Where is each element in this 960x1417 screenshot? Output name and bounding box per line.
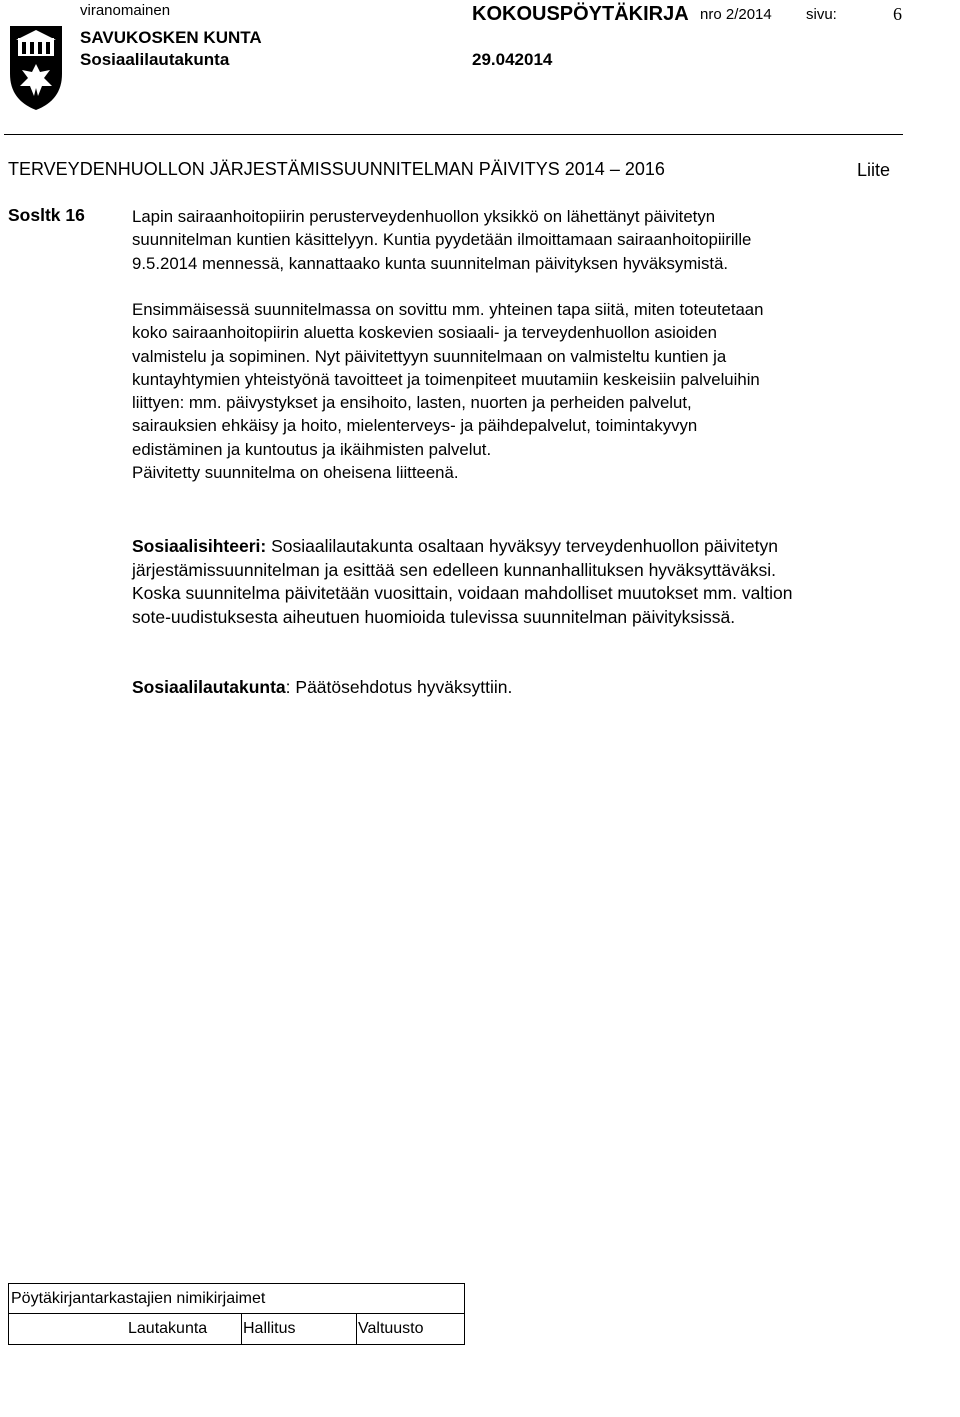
signature-column-council: Valtuusto [357, 1314, 465, 1345]
decision-line [132, 676, 912, 700]
proposal-line: sote-uudistuksesta aiheutuen huomioida tulevissa suunnitelman päivityksissä. [132, 606, 736, 627]
signature-column-government: Hallitus [242, 1314, 357, 1345]
page-label: sivu: [806, 6, 837, 23]
body-line: edistäminen ja kuntoutus ja ikäihmisten palvelut. [132, 439, 492, 459]
document-number: nro 2/2014 [700, 6, 772, 23]
intro-line: 9.5.2014 mennessä, kannattaako kunta suunnitelman päivityksen hyväksymistä. [132, 253, 729, 273]
item-code: Sosltk 16 [8, 205, 85, 225]
body-paragraph [132, 298, 912, 484]
proposal-first-line [132, 535, 912, 559]
decision-text: : Päätösehdotus hyväksyttiin. [285, 677, 513, 697]
body-line: liittyen: mm. päivystykset ja ensihoito, lasten, nuorten ja perheiden palvelut, [132, 393, 692, 413]
signatures-title: Pöytäkirjantarkastajien nimikirjaimet [9, 1284, 465, 1314]
municipality-name: SAVUKOSKEN KUNTA [80, 28, 262, 47]
page-number: 6 [893, 4, 902, 24]
header-divider [4, 134, 903, 135]
intro-paragraph [132, 205, 912, 275]
intro-line: suunnitelman kuntien käsittelyyn. Kuntia pyydetään ilmoittamaan sairaanhoitopiirille [132, 230, 752, 250]
body-line: Päivitetty suunnitelma on oheisena liitteenä. [132, 463, 459, 483]
body-line: valmistelu ja sopiminen. Nyt päivitettyyn suunnitelmaan on valmisteltu kuntien ja [132, 346, 727, 366]
body-line: kuntayhtymien yhteistyönä tavoitteet ja toimenpiteet muutamiin keskeisiin palveluihin [132, 369, 760, 389]
body-line: Ensimmäisessä suunnitelmassa on sovittu mm. yhteinen tapa siitä, miten toteutetaan [132, 300, 764, 319]
attachment-label: Liite [857, 160, 891, 180]
document-status: viranomainen [80, 2, 171, 19]
intro-line: Lapin sairaanhoitopiirin perusterveydenhuollon yksikkö on lähettänyt päivitetyn [132, 207, 716, 226]
municipality-coat-of-arms-logo [8, 24, 64, 112]
board-name: Sosiaalilautakunta [80, 50, 230, 69]
document-title: KOKOUSPÖYTÄKIRJA [472, 3, 689, 25]
proposal-line: järjestämissuunnitelman ja esittää sen edelleen kunnanhallituksen hyväksyttäväksi. [132, 559, 776, 580]
proposal-line: Koska suunnitelma päivitetään vuosittain, voidaan mahdolliset muutokset mm. valtion [132, 583, 793, 603]
decision-label: Sosiaalilautakunta [132, 677, 286, 697]
proposal-label: Sosiaalisihteeri: [132, 536, 267, 556]
meeting-date: 29.042014 [472, 50, 553, 69]
proposal-text: Sosiaalilautakunta osaltaan hyväksyy terveydenhuollon päivitetyn [266, 536, 778, 556]
proposal-paragraph [132, 535, 912, 629]
body-line: koko sairaanhoitopiirin aluetta koskevien sosiaali- ja terveydenhuollon asioiden [132, 323, 717, 343]
section-title: TERVEYDENHUOLLON JÄRJESTÄMISSUUNNITELMAN PÄIVITYS 2014 – 2016 [8, 159, 665, 179]
signature-column-board: Lautakunta [9, 1314, 242, 1345]
signatures-table [8, 1283, 466, 1345]
body-line: sairauksien ehkäisy ja hoito, mielenterveys- ja päihdepalvelut, toimintakyvyn [132, 416, 698, 436]
